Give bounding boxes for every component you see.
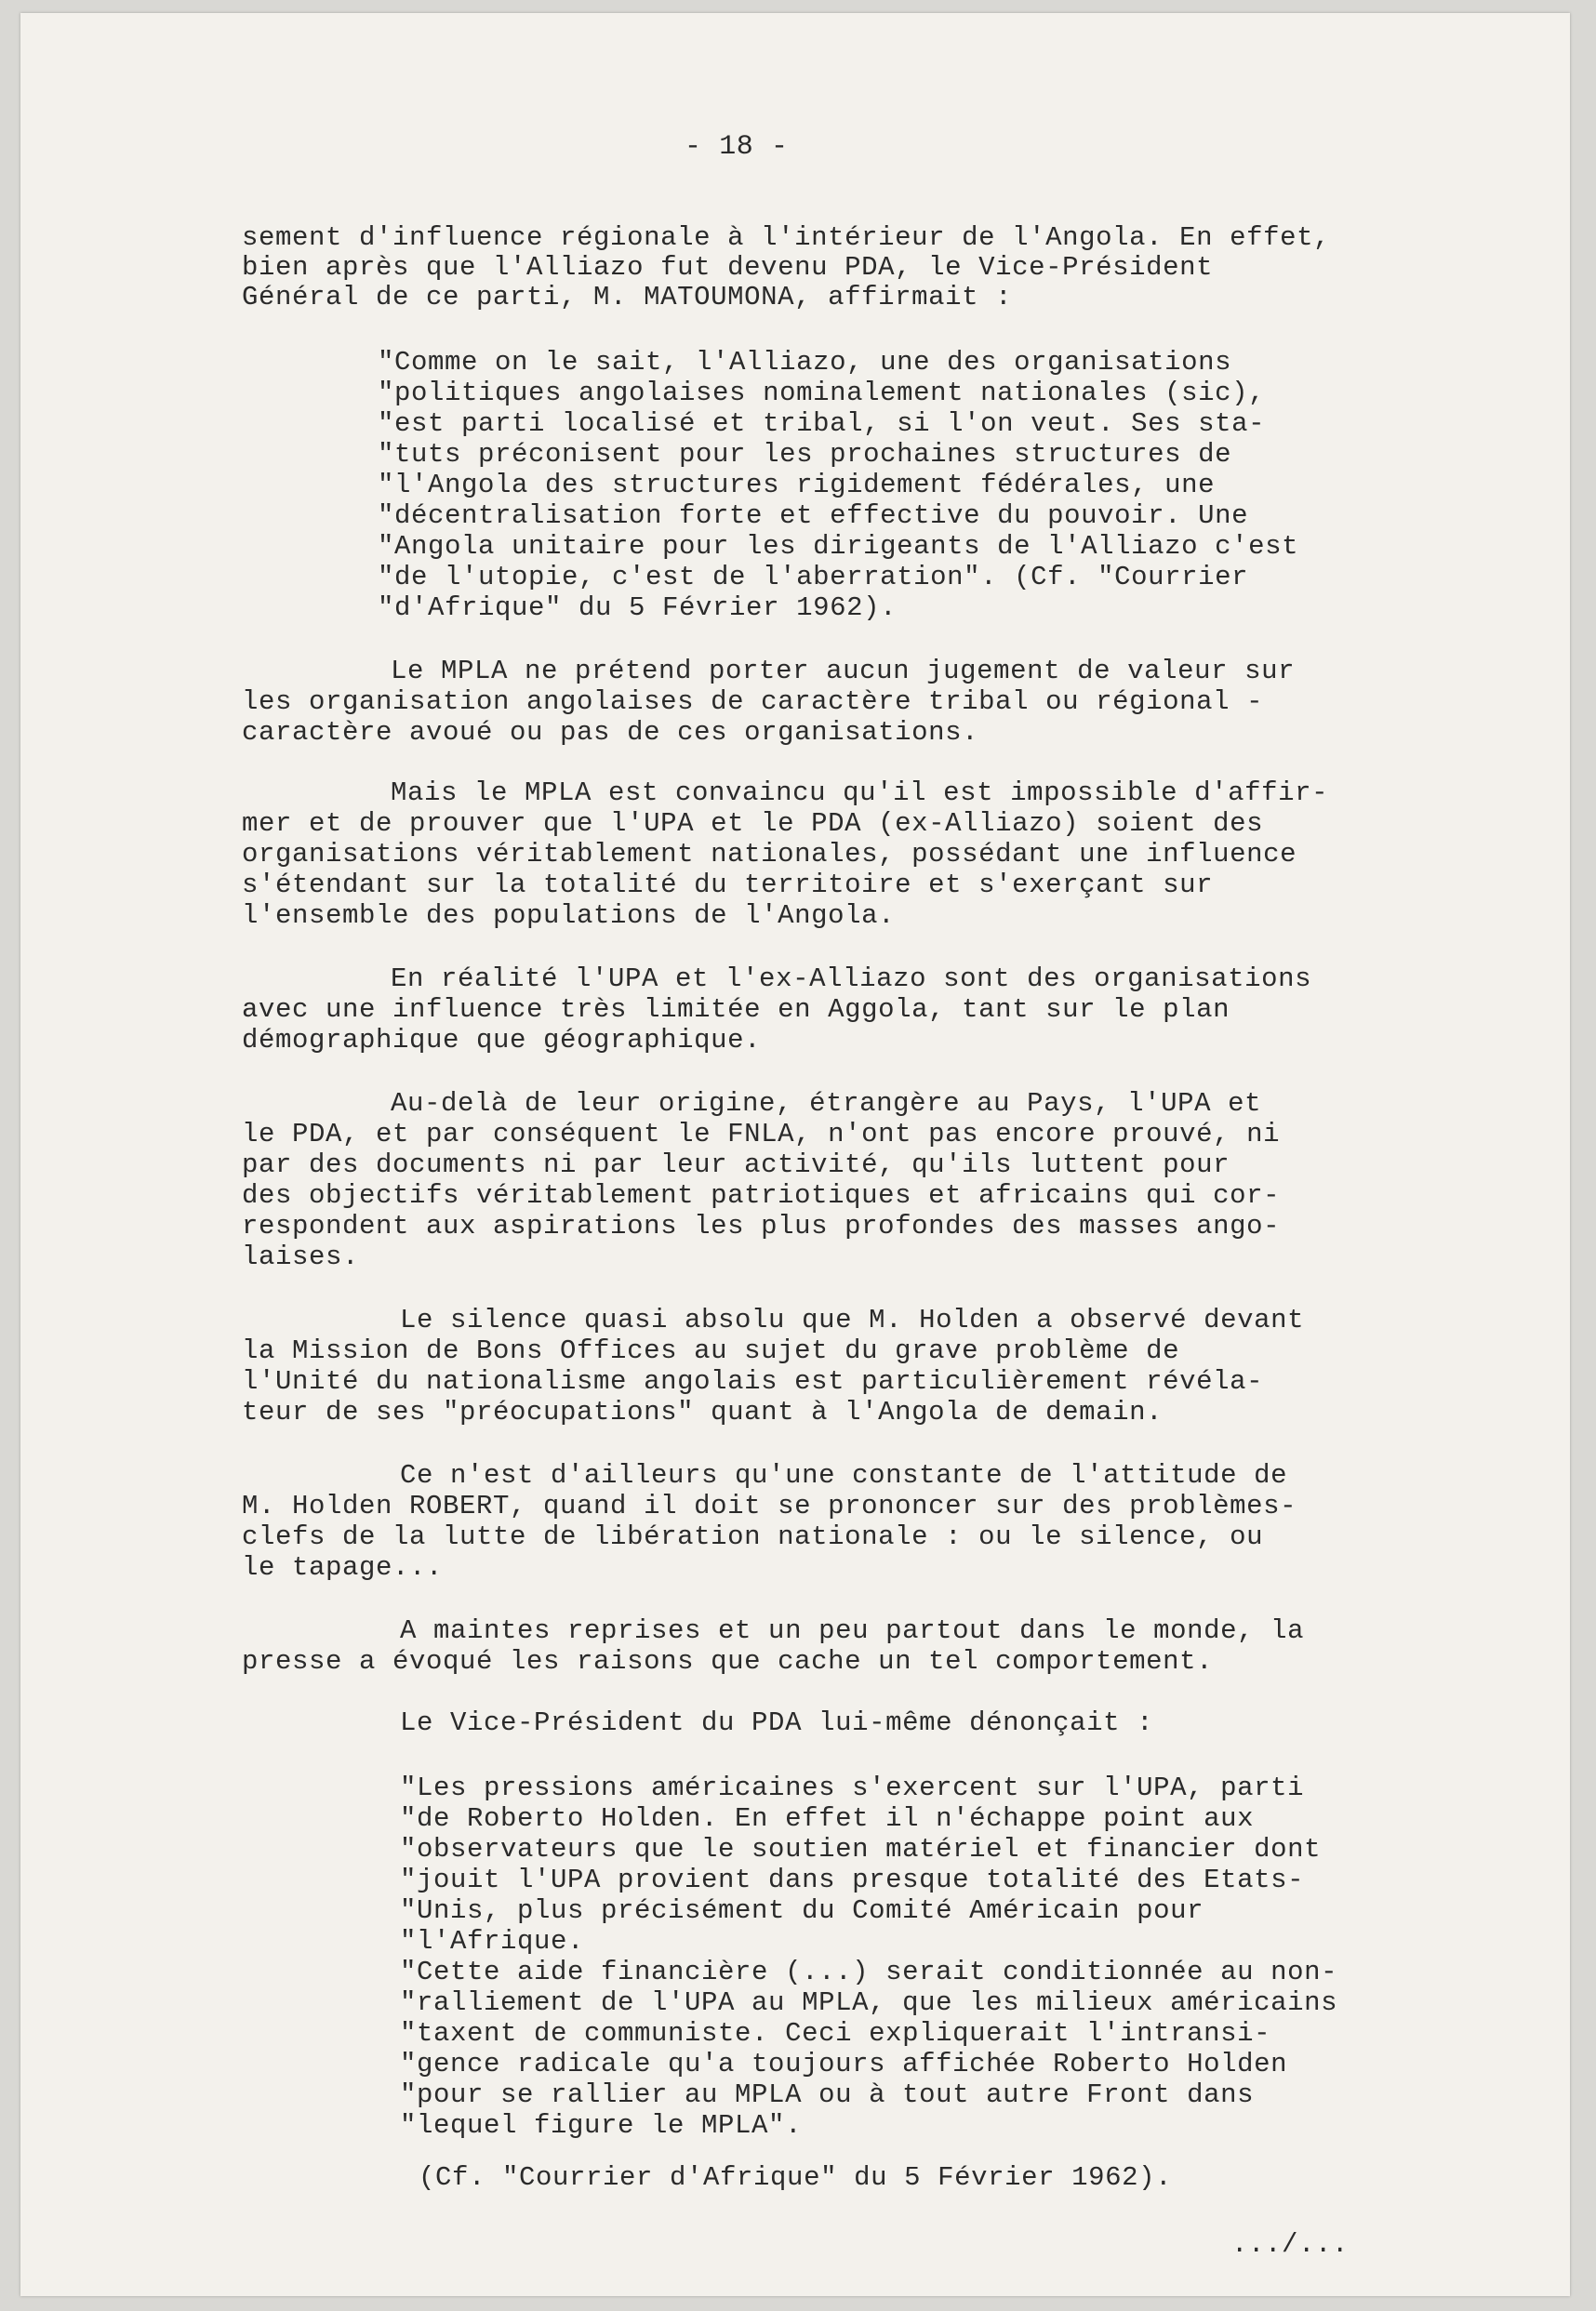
paragraph-line: bien après que l'Alliazo fut devenu PDA, le Vice-Président bbox=[242, 252, 1214, 283]
quote-line: "de Roberto Holden. En effet il n'échappe point aux bbox=[400, 1803, 1255, 1834]
quote-line: "décentralisation forte et effective du pouvoir. Une bbox=[378, 500, 1249, 531]
quote-line: "taxent de communiste. Ceci expliquerait l'intransi- bbox=[400, 2018, 1271, 2049]
paragraph-line: Le silence quasi absolu que M. Holden a observé devant bbox=[400, 1305, 1305, 1335]
paragraph-line: les organisation angolaises de caractère tribal ou régional - bbox=[242, 686, 1264, 717]
quote-line: "l'Angola des structures rigidement fédérales, une bbox=[378, 470, 1216, 500]
paragraph-line: la Mission de Bons Offices au sujet du grave problème de bbox=[242, 1335, 1180, 1366]
page-number: - 18 - bbox=[685, 131, 789, 163]
quote-line: "jouit l'UPA provient dans presque totalité des Etats- bbox=[400, 1865, 1305, 1895]
paragraph-line: sement d'influence régionale à l'intérieur de l'Angola. En effet, bbox=[242, 222, 1331, 253]
quote-line: "observateurs que le soutien matériel et financier dont bbox=[400, 1834, 1322, 1865]
citation: (Cf. "Courrier d'Afrique" du 5 Février 1962). bbox=[419, 2162, 1173, 2193]
paragraph-line: l'Unité du nationalisme angolais est particulièrement révéla- bbox=[242, 1366, 1264, 1397]
paragraph-line: le tapage... bbox=[242, 1552, 444, 1583]
quote-line: "ralliement de l'UPA au MPLA, que les milieux américains bbox=[400, 1987, 1338, 2018]
quote-line: "politiques angolaises nominalement nationales (sic), bbox=[378, 378, 1266, 408]
paragraph-line: Mais le MPLA est convaincu qu'il est impossible d'affir- bbox=[391, 777, 1329, 808]
paragraph-line: teur de ses "préocupations" quant à l'Angola de demain. bbox=[242, 1397, 1164, 1428]
quote-line: "Les pressions américaines s'exercent sur l'UPA, parti bbox=[400, 1773, 1305, 1803]
quote-line: "Comme on le sait, l'Alliazo, une des organisations bbox=[378, 347, 1232, 378]
paragraph-line: des objectifs véritablement patriotiques et africains qui cor- bbox=[242, 1180, 1281, 1211]
quote-line: "Angola unitaire pour les dirigeants de l'Alliazo c'est bbox=[378, 531, 1299, 562]
quote-line: "lequel figure le MPLA". bbox=[400, 2110, 803, 2141]
paragraph-line: Le MPLA ne prétend porter aucun jugement de valeur sur bbox=[391, 656, 1296, 686]
paragraph-line: Le Vice-Président du PDA lui-même dénonçait : bbox=[400, 1707, 1154, 1738]
document-page bbox=[20, 13, 1570, 2296]
paragraph-line: laises. bbox=[242, 1242, 360, 1272]
paragraph-line: En réalité l'UPA et l'ex-Alliazo sont des organisations bbox=[391, 963, 1312, 994]
continuation-mark: .../... bbox=[1231, 2229, 1350, 2260]
paragraph-line: Au-delà de leur origine, étrangère au Pays, l'UPA et bbox=[391, 1088, 1262, 1119]
paragraph-line: clefs de la lutte de libération nationale : ou le silence, ou bbox=[242, 1521, 1264, 1552]
paragraph-line: démographique que géographique. bbox=[242, 1025, 762, 1056]
quote-line: "est parti localisé et tribal, si l'on veut. Ses sta- bbox=[378, 408, 1266, 439]
paragraph-line: avec une influence très limitée en Aggola, tant sur le plan bbox=[242, 994, 1230, 1025]
paragraph-line: par des documents ni par leur activité, qu'ils luttent pour bbox=[242, 1149, 1230, 1180]
quote-line: "Unis, plus précisément du Comité Américain pour bbox=[400, 1895, 1204, 1926]
paragraph-line: A maintes reprises et un peu partout dans le monde, la bbox=[400, 1615, 1305, 1646]
quote-line: "de l'utopie, c'est de l'aberration". (Cf. "Courrier bbox=[378, 562, 1249, 592]
quote-line: "Cette aide financière (...) serait conditionnée au non- bbox=[400, 1957, 1338, 1987]
paragraph-line: M. Holden ROBERT, quand il doit se prononcer sur des problèmes- bbox=[242, 1491, 1297, 1521]
paragraph-line: organisations véritablement nationales, possédant une influence bbox=[242, 839, 1297, 870]
paragraph-line: l'ensemble des populations de l'Angola. bbox=[242, 900, 896, 931]
quote-line: "l'Afrique. bbox=[400, 1926, 585, 1957]
paragraph-line: Général de ce parti, M. MATOUMONA, affirmait : bbox=[242, 282, 1013, 312]
paragraph-line: Ce n'est d'ailleurs qu'une constante de l'attitude de bbox=[400, 1460, 1288, 1491]
paragraph-line: mer et de prouver que l'UPA et le PDA (ex-Alliazo) soient des bbox=[242, 808, 1264, 839]
quote-line: "tuts préconisent pour les prochaines structures de bbox=[378, 439, 1232, 470]
quote-line: "pour se rallier au MPLA ou à tout autre Front dans bbox=[400, 2079, 1255, 2110]
paragraph-line: respondent aux aspirations les plus profondes des masses ango- bbox=[242, 1211, 1281, 1242]
paragraph-line: s'étendant sur la totalité du territoire et s'exerçant sur bbox=[242, 870, 1214, 900]
quote-line: "d'Afrique" du 5 Février 1962). bbox=[378, 592, 898, 623]
quote-line: "gence radicale qu'a toujours affichée Roberto Holden bbox=[400, 2049, 1288, 2079]
paragraph-line: caractère avoué ou pas de ces organisations. bbox=[242, 717, 979, 748]
paragraph-line: presse a évoqué les raisons que cache un tel comportement. bbox=[242, 1646, 1214, 1677]
paragraph-line: le PDA, et par conséquent le FNLA, n'ont pas encore prouvé, ni bbox=[242, 1119, 1281, 1149]
